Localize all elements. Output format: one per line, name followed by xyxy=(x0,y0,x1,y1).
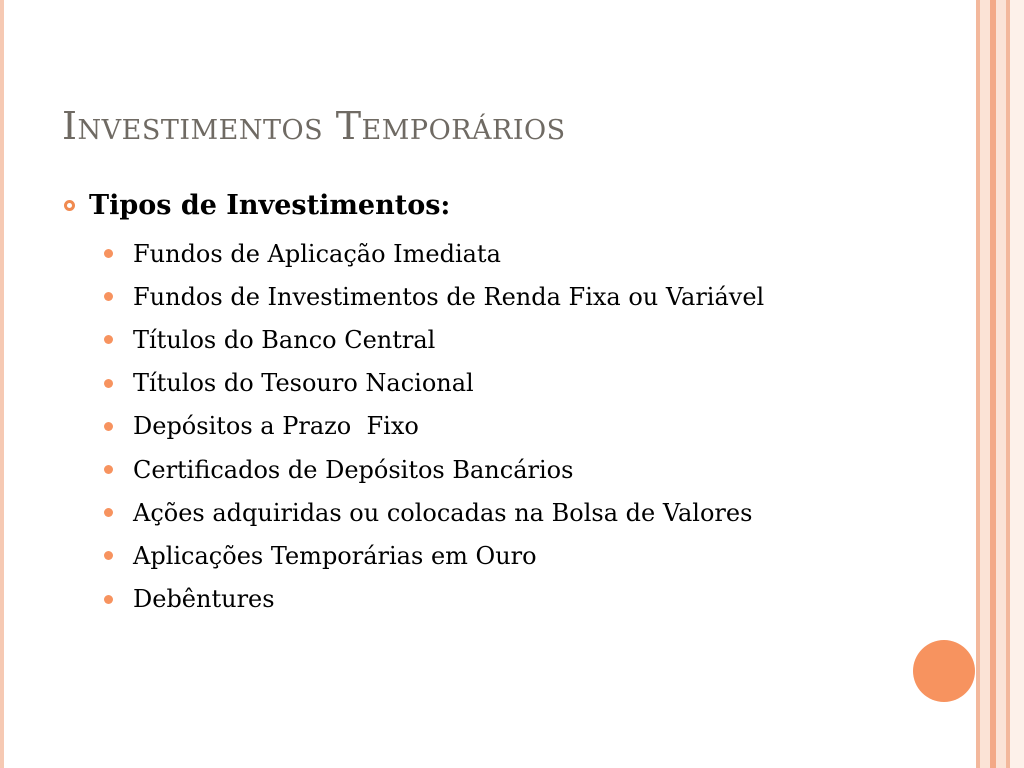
dot-bullet-icon xyxy=(104,508,113,517)
stripe xyxy=(1010,0,1024,768)
list-item xyxy=(104,362,764,405)
list-item xyxy=(104,275,764,318)
list-item xyxy=(104,578,764,621)
list-item-label: Títulos do Tesouro Nacional xyxy=(133,369,474,398)
list-item-label: Fundos de Aplicação Imediata xyxy=(133,239,501,268)
slide-title: Investimentos Temporários xyxy=(62,104,566,148)
list-item-label: Depósitos a Prazo Fixo xyxy=(133,412,419,441)
dot-bullet-icon xyxy=(104,292,113,301)
list-item-label: Ações adquiridas ou colocadas na Bolsa de Valores xyxy=(133,498,753,527)
right-stripes xyxy=(976,0,1024,768)
list-item xyxy=(104,405,764,448)
ring-bullet-icon xyxy=(64,200,75,211)
list-item xyxy=(104,534,764,577)
dot-bullet-icon xyxy=(104,595,113,604)
investment-list xyxy=(104,232,764,621)
stripe xyxy=(996,0,1006,768)
left-border xyxy=(0,0,4,768)
dot-bullet-icon xyxy=(104,551,113,560)
dot-bullet-icon xyxy=(104,249,113,258)
list-item-label: Aplicações Temporárias em Ouro xyxy=(133,541,537,570)
list-item xyxy=(104,232,764,275)
heading-row xyxy=(64,190,450,221)
dot-bullet-icon xyxy=(104,335,113,344)
circle-icon xyxy=(913,640,975,702)
list-item-label: Debêntures xyxy=(133,585,275,614)
list-item xyxy=(104,491,764,534)
dot-bullet-icon xyxy=(104,379,113,388)
dot-bullet-icon xyxy=(104,422,113,431)
list-item-label: Fundos de Investimentos de Renda Fixa ou Variável xyxy=(133,282,765,311)
list-item xyxy=(104,448,764,491)
list-item-label: Títulos do Banco Central xyxy=(133,325,436,354)
list-item-label: Certificados de Depósitos Bancários xyxy=(133,455,574,484)
dot-bullet-icon xyxy=(104,465,113,474)
stripe xyxy=(980,0,990,768)
list-item xyxy=(104,318,764,361)
section-heading: Tipos de Investimentos: xyxy=(89,190,451,221)
